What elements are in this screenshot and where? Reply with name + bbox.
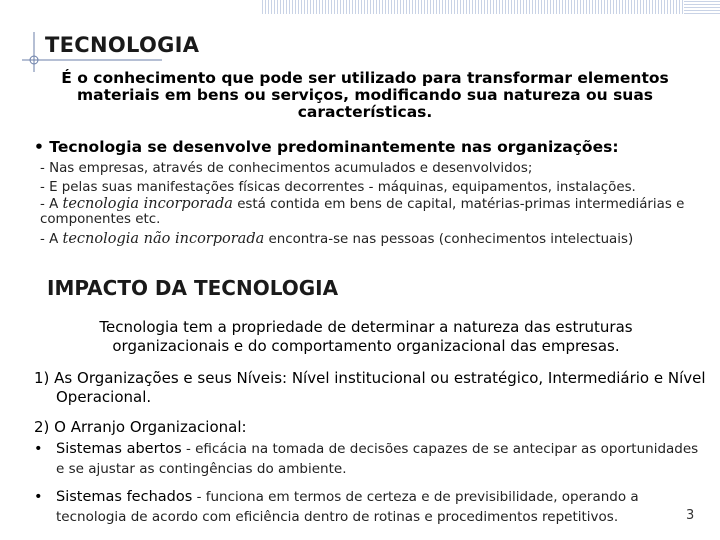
list-item: - Nas empresas, através de conhecimentos acumulados e desenvolvidos; bbox=[40, 161, 533, 176]
closed-systems-label: Sistemas fechados bbox=[56, 489, 193, 505]
impact-section-title: IMPACTO DA TECNOLOGIA bbox=[47, 276, 339, 300]
bullet-dot: • bbox=[34, 441, 43, 457]
list-item bbox=[40, 197, 705, 227]
list-item bbox=[40, 230, 705, 249]
open-systems-description: - eficácia na tomada de decisões capazes de se antecipar as oportunidades e se ajustar as contingências do ambiente. bbox=[56, 441, 699, 477]
embodied-technology-term: tecnologia incorporada bbox=[62, 196, 233, 212]
page-number: 3 bbox=[686, 508, 695, 523]
closed-systems-description: - funciona em termos de certeza e de previsibilidade, operando a tecnologia de acordo com eficiência dentro de rotinas e procedimentos repetitivos. bbox=[56, 489, 639, 525]
list-item-text: encontra-se nas pessoas (conhecimentos intelectuais) bbox=[264, 232, 634, 247]
bullet-dot: • bbox=[34, 489, 43, 505]
organizational-arrangement-item: 2) O Arranjo Organizacional: bbox=[34, 418, 247, 436]
disembodied-technology-term: tecnologia não incorporada bbox=[62, 231, 265, 247]
technology-definition: É o conhecimento que pode ser utilizado para transformar elementos materiais em bens ou serviços, modificando sua natureza ou suas características. bbox=[61, 69, 669, 121]
slide-title: TECNOLOGIA bbox=[45, 33, 200, 57]
closed-systems-bullet bbox=[34, 487, 706, 527]
list-item-prefix: - A bbox=[40, 232, 63, 247]
organization-levels-item: 1) As Organizações e seus Níveis: Nível institucional ou estratégico, Intermediário e Nível Operacional. bbox=[34, 369, 706, 406]
development-list bbox=[40, 159, 705, 249]
open-systems-label: Sistemas abertos bbox=[56, 441, 182, 457]
development-bullet-heading: • Tecnologia se desenvolve predominantemente nas organizações: bbox=[34, 138, 619, 156]
list-item-prefix: - A bbox=[40, 197, 63, 212]
impact-description: Tecnologia tem a propriedade de determinar a natureza das estruturas organizacionais e do comportamento organizacional das empresas. bbox=[99, 318, 633, 355]
header-decoration-stripe bbox=[262, 0, 720, 14]
list-item-text: está contida em bens de capital, matérias-primas intermediárias e componentes etc. bbox=[40, 197, 685, 227]
open-systems-bullet bbox=[34, 439, 706, 479]
list-item: - E pelas suas manifestações físicas decorrentes - máquinas, equipamentos, instalações. bbox=[40, 180, 636, 195]
